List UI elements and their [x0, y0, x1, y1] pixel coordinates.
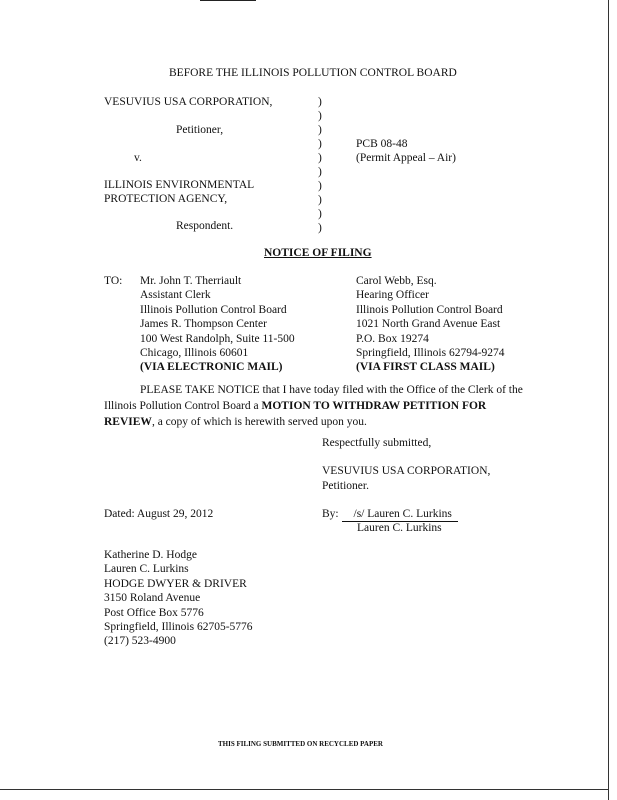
dated-line: Dated: August 29, 2012 [104, 508, 214, 520]
case-number: PCB 08-48 [356, 138, 408, 150]
closing: Respectfully submitted, [322, 437, 432, 449]
caption-paren: ) [318, 222, 322, 234]
address-line: Assistant Clerk [140, 289, 211, 302]
address-line: Illinois Pollution Control Board [140, 303, 287, 316]
address-line: Illinois Pollution Control Board [356, 303, 503, 316]
counsel-line: 3150 Roland Avenue [104, 592, 201, 605]
recipient-hearing-officer [356, 276, 505, 377]
signatory-org: VESUVIUS USA CORPORATION, [322, 465, 491, 477]
address-line: James R. Thompson Center [140, 318, 267, 331]
petitioner-role: Petitioner, [176, 124, 224, 136]
signer-name: Lauren C. Lurkins [357, 522, 442, 534]
respondent-role: Respondent. [176, 220, 234, 232]
counsel-line: HODGE DWYER & DRIVER [104, 577, 247, 590]
counsel-line: Springfield, Illinois 62705-5776 [104, 620, 253, 633]
address-line: Chicago, Illinois 60601 [140, 346, 249, 359]
respondent-name-line1: ILLINOIS ENVIRONMENTAL [104, 179, 255, 191]
delivery-method: (VIA ELECTRONIC MAIL) [140, 361, 283, 374]
notice-body [104, 382, 528, 430]
counsel-line: (217) 523-4900 [104, 635, 176, 648]
signature-line [322, 509, 458, 522]
document-heading: BEFORE THE ILLINOIS POLLUTION CONTROL BOARD [169, 67, 457, 79]
counsel-line: Katherine D. Hodge [104, 549, 197, 561]
caption-paren: ) [318, 194, 322, 206]
address-line: Hearing Officer [356, 289, 429, 302]
counsel-block [104, 550, 253, 651]
signatory-role: Petitioner. [322, 480, 369, 492]
recipient-clerk [140, 276, 295, 377]
case-type: (Permit Appeal – Air) [356, 152, 456, 164]
caption-paren: ) [318, 96, 322, 108]
petitioner-name: VESUVIUS USA CORPORATION, [104, 96, 273, 108]
respondent-name-line2: PROTECTION AGENCY, [104, 193, 228, 205]
caption-paren: ) [318, 166, 322, 178]
notice-body-text: PLEASE TAKE NOTICE that I have today filed with the Office of the Clerk of the Illinois Pollution Control Board a [104, 384, 523, 412]
caption-parentheses [318, 97, 322, 237]
caption-paren: ) [318, 124, 322, 136]
caption-paren: ) [318, 110, 322, 122]
electronic-signature: /s/ Lauren C. Lurkins [342, 509, 458, 522]
counsel-line: Lauren C. Lurkins [104, 563, 189, 576]
address-line: 1021 North Grand Avenue East [356, 318, 501, 331]
caption-paren: ) [318, 208, 322, 220]
notice-body-text-end: , a copy of which is herewith served upon you. [151, 416, 367, 428]
footer-note: THIS FILING SUBMITTED ON RECYCLED PAPER [218, 740, 383, 748]
caption-paren: ) [318, 152, 322, 164]
caption-paren: ) [318, 180, 322, 192]
address-line: Carol Webb, Esq. [356, 275, 437, 287]
motion-title: MOTION TO WITHDRAW PETITION FOR REVIEW [104, 400, 487, 428]
delivery-method: (VIA FIRST CLASS MAIL) [356, 361, 495, 374]
page-edge-bottom [0, 789, 609, 790]
caption-paren: ) [318, 138, 322, 150]
page-edge-right [608, 0, 609, 800]
address-line: P.O. Box 19274 [356, 332, 429, 345]
by-label: By: [322, 508, 339, 520]
address-line: Springfield, Illinois 62794-9274 [356, 346, 505, 359]
address-line: 100 West Randolph, Suite 11-500 [140, 332, 295, 345]
versus-label: v. [134, 152, 142, 164]
counsel-line: Post Office Box 5776 [104, 606, 204, 619]
top-scan-mark [200, 0, 256, 1]
address-line: Mr. John T. Therriault [140, 275, 242, 287]
to-label: TO: [104, 275, 123, 287]
notice-title: NOTICE OF FILING [264, 247, 372, 259]
